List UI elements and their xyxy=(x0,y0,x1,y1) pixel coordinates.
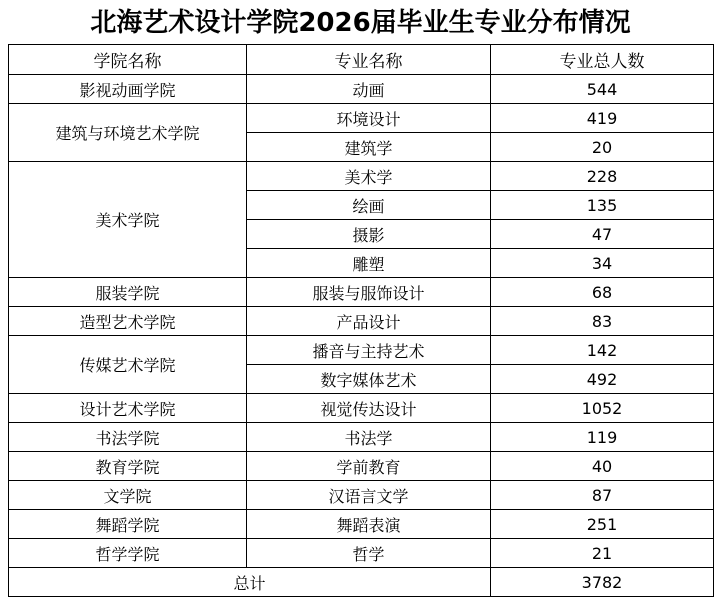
table-row xyxy=(9,336,714,365)
table-row xyxy=(9,104,714,133)
cell-major: 播音与主持艺术 xyxy=(247,336,491,365)
table-row xyxy=(9,162,714,191)
cell-college: 造型艺术学院 xyxy=(9,307,247,336)
cell-count: 34 xyxy=(491,249,714,278)
table-row xyxy=(9,394,714,423)
cell-major: 哲学 xyxy=(247,539,491,568)
cell-major: 书法学 xyxy=(247,423,491,452)
cell-college: 哲学学院 xyxy=(9,539,247,568)
cell-college: 教育学院 xyxy=(9,452,247,481)
cell-count: 40 xyxy=(491,452,714,481)
cell-count: 20 xyxy=(491,133,714,162)
cell-count: 419 xyxy=(491,104,714,133)
cell-college: 传媒艺术学院 xyxy=(9,336,247,394)
cell-college: 文学院 xyxy=(9,481,247,510)
cell-count: 544 xyxy=(491,75,714,104)
total-count: 3782 xyxy=(491,568,714,597)
graduate-distribution-table xyxy=(8,44,714,597)
cell-major: 摄影 xyxy=(247,220,491,249)
cell-major: 服装与服饰设计 xyxy=(247,278,491,307)
table-row xyxy=(9,481,714,510)
column-header-major: 专业名称 xyxy=(247,45,491,75)
column-header-college: 学院名称 xyxy=(9,45,247,75)
cell-major: 舞蹈表演 xyxy=(247,510,491,539)
cell-count: 87 xyxy=(491,481,714,510)
cell-count: 47 xyxy=(491,220,714,249)
cell-major: 环境设计 xyxy=(247,104,491,133)
table-row xyxy=(9,510,714,539)
cell-count: 1052 xyxy=(491,394,714,423)
cell-count: 21 xyxy=(491,539,714,568)
cell-major: 动画 xyxy=(247,75,491,104)
cell-major: 数字媒体艺术 xyxy=(247,365,491,394)
cell-count: 228 xyxy=(491,162,714,191)
table-row xyxy=(9,423,714,452)
cell-count: 251 xyxy=(491,510,714,539)
table-row xyxy=(9,539,714,568)
cell-major: 建筑学 xyxy=(247,133,491,162)
total-row xyxy=(9,568,714,597)
cell-college: 设计艺术学院 xyxy=(9,394,247,423)
cell-count: 119 xyxy=(491,423,714,452)
cell-college: 服装学院 xyxy=(9,278,247,307)
table-row xyxy=(9,307,714,336)
cell-count: 68 xyxy=(491,278,714,307)
cell-major: 产品设计 xyxy=(247,307,491,336)
cell-major: 绘画 xyxy=(247,191,491,220)
table-body xyxy=(9,75,714,597)
cell-college: 影视动画学院 xyxy=(9,75,247,104)
cell-major: 汉语言文学 xyxy=(247,481,491,510)
cell-major: 学前教育 xyxy=(247,452,491,481)
column-header-count: 专业总人数 xyxy=(491,45,714,75)
cell-major: 美术学 xyxy=(247,162,491,191)
cell-count: 142 xyxy=(491,336,714,365)
table-row xyxy=(9,278,714,307)
cell-college: 美术学院 xyxy=(9,162,247,278)
page-title: 北海艺术设计学院2026届毕业生专业分布情况 xyxy=(90,8,631,38)
cell-major: 雕塑 xyxy=(247,249,491,278)
cell-count: 135 xyxy=(491,191,714,220)
cell-count: 83 xyxy=(491,307,714,336)
table-row xyxy=(9,452,714,481)
cell-college: 书法学院 xyxy=(9,423,247,452)
table-row xyxy=(9,75,714,104)
table-header-row xyxy=(9,45,714,75)
cell-college: 舞蹈学院 xyxy=(9,510,247,539)
cell-count: 492 xyxy=(491,365,714,394)
cell-major: 视觉传达设计 xyxy=(247,394,491,423)
cell-college: 建筑与环境艺术学院 xyxy=(9,104,247,162)
total-label: 总计 xyxy=(9,568,491,597)
